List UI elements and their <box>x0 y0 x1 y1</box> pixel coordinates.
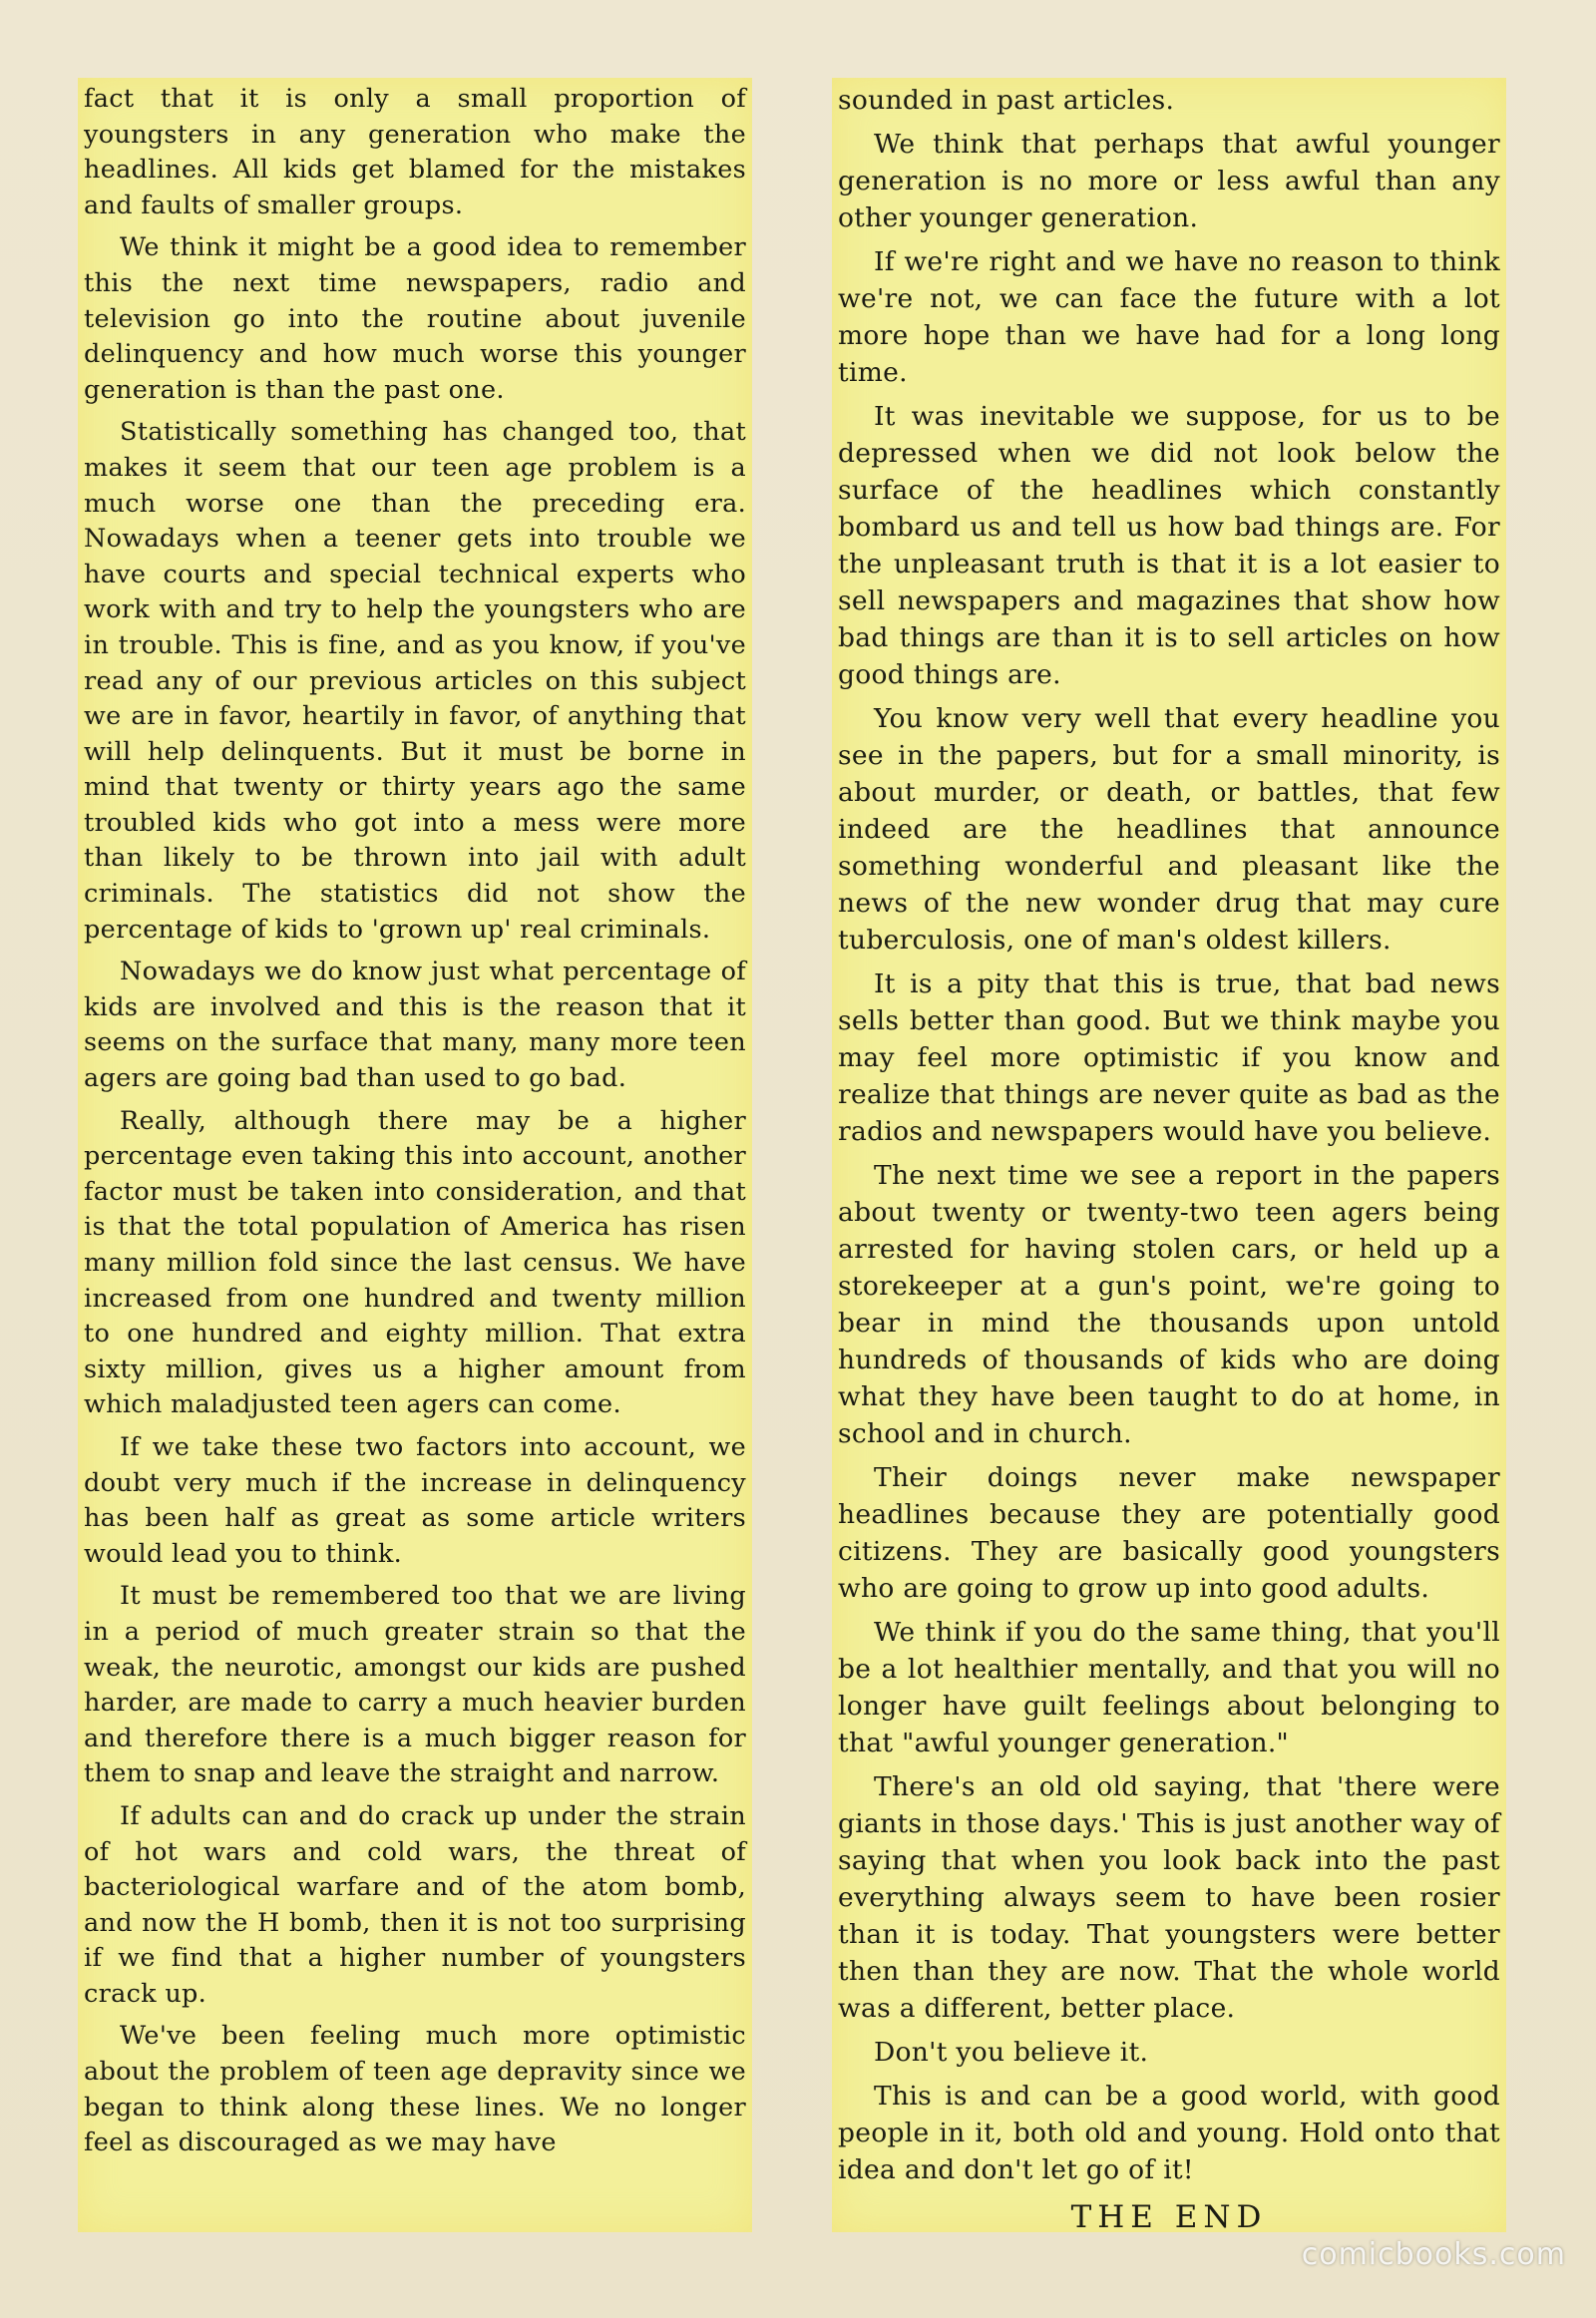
paragraph: We've been feeling much more optimistic about the problem of teen age depravity since we began to think along these lines. We no longer feel as discouraged as we may have <box>84 2021 746 2158</box>
paragraph: fact that it is only a small proportion of youngsters in any generation who make the headlines. All kids get blamed for the mistakes and faults of smaller groups. <box>84 84 746 220</box>
right-column <box>832 78 1506 2232</box>
paragraph: We think that perhaps that awful younger generation is no more or less awful than any other younger generation. <box>838 129 1500 233</box>
paragraph: This is and can be a good world, with good people in it, both old and young. Hold onto that idea and don't let go of it! <box>838 2081 1500 2185</box>
left-column-text <box>78 78 752 2168</box>
paragraph: Statistically something has changed too, that makes it seem that our teen age problem is a much worse one than the preceding era. Nowadays when a teener gets into trouble we have courts and special technical experts who work with and try to help the youngsters who are in trouble. This is fine, and as you know, if you've read any of our previous articles on this subject we are in favor, heartily in favor, of anything that will help delinquents. But it must be borne in mind that twenty or thirty years ago the same troubled kids who got into a mess were more than likely to be thrown into jail with adult criminals. The statistics did not show the percentage of kids to 'grown up' real criminals. <box>84 417 746 945</box>
paragraph: The next time we see a report in the papers about twenty or twenty-two teen agers being arrested for having stolen cars, or held up a storekeeper at a gun's point, we're going to bear in mind the thousands upon untold hundreds of thousands of kids who are doing what they have been taught to do at home, in school and in church. <box>838 1160 1500 1449</box>
paragraph: Really, although there may be a higher percentage even taking this into account, another factor must be taken into consideration, and that is that the total population of America has risen many million fold since the last census. We have increased from one hundred and twenty million to one hundred and eighty million. That extra sixty million, gives us a higher amount from which maladjusted teen agers can come. <box>84 1105 746 1420</box>
paragraph: If adults can and do crack up under the strain of hot wars and cold wars, the threat of bacteriological warfare and of the atom bomb, and now the H bomb, then it is not too surprising if we find that a higher number of youngsters crack up. <box>84 1800 746 2009</box>
paragraph: If we take these two factors into account, we doubt very much if the increase in delinquency has been half as great as some article writers would lead you to think. <box>84 1431 746 1569</box>
left-column <box>78 78 752 2232</box>
paragraph: We think it might be a good idea to remember this the next time newspapers, radio and television go into the routine about juvenile delinquency and how much worse this younger generation is than the past one. <box>84 232 746 405</box>
site-watermark: comicbooks.com <box>1301 2237 1566 2272</box>
paragraph: Don't you believe it. <box>874 2037 1149 2068</box>
paragraph: sounded in past articles. <box>838 85 1175 116</box>
right-column-text <box>832 78 1506 2195</box>
paragraph: Nowadays we do know just what percentage of kids are involved and this is the reason that it seems on the surface that many, many more teen agers are going bad than used to go bad. <box>84 957 746 1094</box>
paragraph: It was inevitable we suppose, for us to be depressed when we did not look below the surface of the headlines which constantly bombard us and tell us how bad things are. For the unpleasant truth is that it is a lot easier to sell newspapers and magazines that show how bad things are than it is to sell articles on how good things are. <box>838 401 1500 690</box>
paragraph: We think if you do the same thing, that you'll be a lot healthier mentally, and that you will no longer have guilt feelings about belonging to that "awful younger generation." <box>838 1617 1500 1758</box>
paragraph: If we're right and we have no reason to think we're not, we can face the future with a lot more hope than we have had for a long long time. <box>838 246 1500 388</box>
paragraph: There's an old old saying, that 'there were giants in those days.' This is just another way of saying that when you look back into the past everything always seem to have been rosier than it is today. That youngsters were better then than they are now. That the whole world was a different, better place. <box>838 1771 1500 2024</box>
paragraph: Their doings never make newspaper headlines because they are potentially good citizens. They are basically good youngsters who are going to grow up into good adults. <box>838 1462 1500 1604</box>
paragraph: It must be remembered too that we are living in a period of much greater strain so that the weak, the neurotic, amongst our kids are pushed harder, are made to carry a much heavier burden and therefore there is a much bigger reason for them to snap and leave the straight and narrow. <box>84 1581 746 1789</box>
the-end-label: THE END <box>1070 2199 1268 2235</box>
paragraph: You know very well that every headline you see in the papers, but for a small minority, is about murder, or death, or battles, that few indeed are the headlines that announce something wonderful and pleasant like the news of the new wonder drug that may cure tuberculosis, one of man's oldest killers. <box>838 703 1500 956</box>
paragraph: It is a pity that this is true, that bad news sells better than good. But we think maybe you may feel more optimistic if you know and realize that things are never quite as bad as the radios and newspapers would have you believe. <box>838 968 1500 1147</box>
